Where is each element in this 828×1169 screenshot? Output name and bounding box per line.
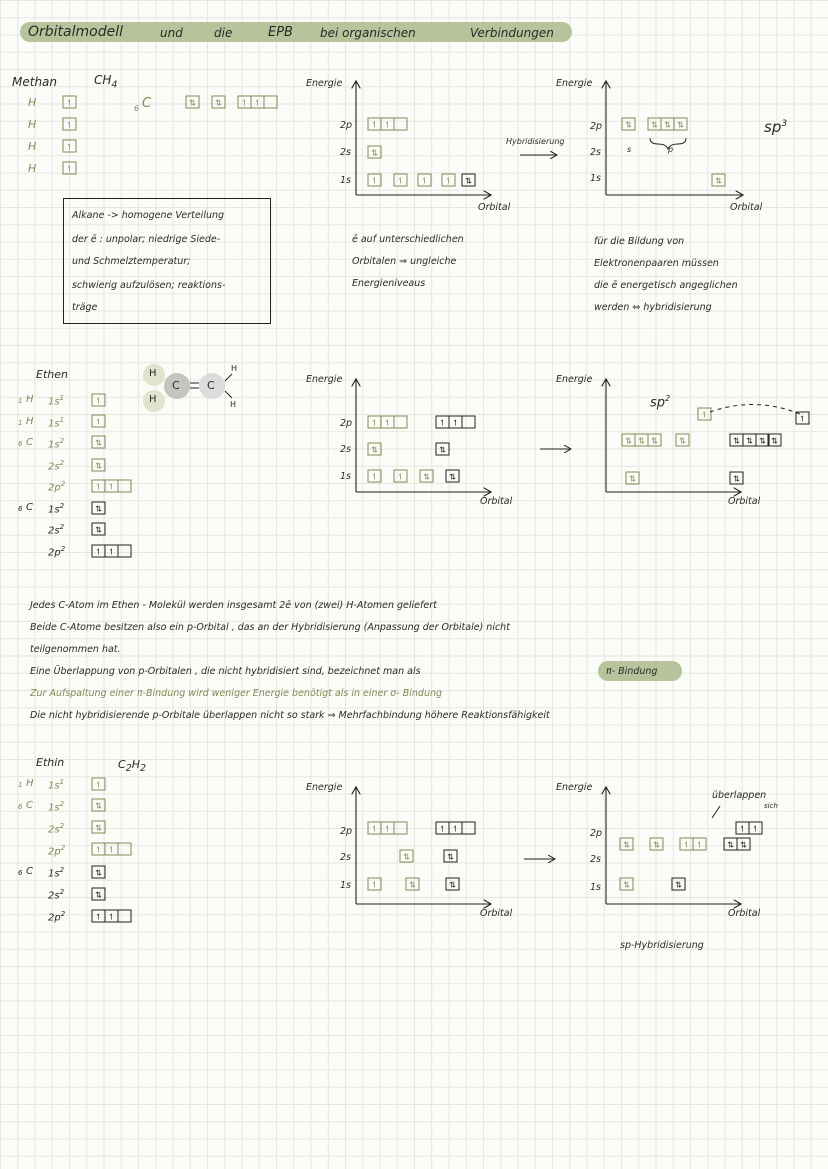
- electron-arrows: ⇅: [771, 436, 778, 446]
- overlap-label: überlappen: [712, 790, 767, 801]
- orbital-box: [264, 96, 277, 108]
- ch-bond-2: [225, 391, 232, 398]
- ethin-label: Ethin: [36, 756, 65, 769]
- d1-caption-1: ē auf unterschiedlichen: [352, 234, 464, 245]
- title-epb: EPB: [268, 25, 293, 40]
- ethen-row-1-element: H: [26, 415, 34, 427]
- electron-arrows: ↿: [66, 142, 73, 152]
- d2-caption-2: Elektronenpaaren müssen: [594, 258, 719, 269]
- ethen-row-0-orbital: $1s^1$: [48, 394, 65, 408]
- note-line-2: der ē : unpolar; niedrige Siede-: [72, 234, 221, 245]
- d2-energie-label: Energie: [556, 78, 593, 89]
- d2-caption-4: werden ⇔ hybridisierung: [594, 302, 712, 313]
- ethen-row-6-orbital: $2s^2$: [48, 523, 65, 537]
- para-line-1: Jedes C-Atom im Ethen - Molekül werden insgesamt 2ē von (zwei) H-Atomen geliefert: [30, 600, 437, 611]
- electron-arrows: ⇅: [95, 438, 102, 448]
- d3-1s: 1s: [340, 471, 351, 482]
- electron-arrows: ↿: [66, 120, 73, 130]
- electron-arrows: ↿: [108, 845, 115, 855]
- d1-1s: 1s: [340, 175, 351, 186]
- electron-arrows: ⇅: [449, 880, 456, 890]
- electron-arrows: ⇅: [651, 120, 658, 130]
- electron-arrows: ↿: [108, 547, 115, 557]
- ethin-row-3-orbital: $2p^2$: [48, 844, 66, 858]
- mol-h1: H: [149, 368, 157, 379]
- orbital-box: [118, 910, 131, 922]
- d4-orbital-label: Orbital: [728, 496, 761, 507]
- mol-h4: H: [230, 400, 237, 409]
- electron-arrows: ⇅: [439, 445, 446, 455]
- electron-arrows: ↿: [799, 414, 806, 424]
- electron-arrows: ↿: [452, 824, 459, 834]
- electron-arrows: ↿: [701, 410, 708, 420]
- para-line-4: Eine Überlappung von p-Orbitalen , die nicht hybridisiert sind, bezeichnet man als: [30, 666, 421, 677]
- electron-arrows: ⇅: [733, 474, 740, 484]
- d2-2s: 2s: [590, 147, 601, 158]
- sp2-dashed-link: [710, 404, 800, 414]
- d5-2s: 2s: [340, 852, 351, 863]
- electron-arrows: ⇅: [371, 445, 378, 455]
- electron-arrows: ⇅: [727, 840, 734, 850]
- electron-arrows: ↿: [95, 396, 102, 406]
- title-bei-organischen: bei organischen: [320, 26, 416, 40]
- d1-energie-label: Energie: [306, 78, 343, 89]
- ch-bond-1: [225, 374, 232, 381]
- electron-arrows: ↿: [95, 417, 102, 427]
- electron-arrows: ⇅: [95, 504, 102, 514]
- electron-arrows: ↿: [371, 120, 378, 130]
- ethen-row-7-orbital: $2p^2$: [48, 544, 66, 558]
- electron-arrows: ⇅: [653, 840, 660, 850]
- d3-2p: 2p: [340, 418, 353, 429]
- d1-2s: 2s: [340, 147, 351, 158]
- para-line-2: Beide C-Atome besitzen also ein p-Orbital , das an der Hybridisierung (Anpassung der Orbitale) nicht: [30, 622, 510, 633]
- pi-bond-text: π- Bindung: [606, 666, 658, 677]
- electron-arrows: ↿: [696, 840, 703, 850]
- electron-arrows: ⇅: [746, 436, 753, 446]
- overlap-sub: sich: [764, 802, 778, 810]
- orbital-box: [394, 822, 407, 834]
- electron-arrows: ⇅: [403, 852, 410, 862]
- title-die: die: [214, 26, 233, 40]
- electron-arrows: ⇅: [95, 868, 102, 878]
- d2-2p: 2p: [590, 121, 603, 132]
- electron-arrows: ↿: [95, 547, 102, 557]
- electron-arrows: ↿: [739, 824, 746, 834]
- electron-arrows: ↿: [439, 824, 446, 834]
- sp3-label: $sp^3$: [764, 118, 788, 136]
- orbital-box: [118, 843, 131, 855]
- title-orbitalmodell: Orbitalmodell: [28, 24, 123, 40]
- electron-arrows: ⇅: [679, 436, 686, 446]
- d5-2p: 2p: [340, 826, 353, 837]
- d6-2s: 2s: [590, 854, 601, 865]
- ethin-row-6-orbital: $2p^2$: [48, 910, 66, 924]
- electron-arrows: ⇅: [625, 436, 632, 446]
- electron-arrows: ↿: [371, 880, 378, 890]
- electron-arrows: ↿: [683, 840, 690, 850]
- orbital-box: [462, 822, 475, 834]
- methan-formula: $CH_4$: [94, 73, 118, 91]
- electron-arrows: ⇅: [664, 120, 671, 130]
- mol-h3: H: [231, 364, 238, 373]
- note-line-1: Alkane -> homogene Verteilung: [72, 210, 225, 221]
- ethin-row-0-element: H: [26, 778, 34, 789]
- ethen-row-2-element: C: [26, 437, 33, 448]
- ethen-row-1-orbital: $1s^1$: [48, 415, 65, 429]
- d1-2p: 2p: [340, 120, 353, 131]
- electron-arrows: ⇅: [675, 880, 682, 890]
- electron-arrows: ⇅: [95, 525, 102, 535]
- d3-2s: 2s: [340, 444, 351, 455]
- electron-arrows: ⇅: [95, 890, 102, 900]
- ethen-row-0-element: H: [26, 394, 34, 405]
- sp-caption: sp-Hybridisierung: [620, 940, 704, 951]
- mol-c1: C: [172, 379, 180, 392]
- orbital-box: [118, 480, 131, 492]
- d6-orbital-label: Orbital: [728, 908, 761, 919]
- d4-energie-label: Energie: [556, 374, 593, 385]
- orbital-box: [394, 118, 407, 130]
- electron-arrows: ⇅: [623, 880, 630, 890]
- ethin-formula: $C_2H_2$: [118, 758, 147, 775]
- sp2-label: $sp^2$: [650, 394, 671, 411]
- electron-arrows: ⇅: [759, 436, 766, 446]
- ethin-row-1-element: C: [26, 800, 33, 811]
- ethen-label: Ethen: [36, 368, 68, 381]
- orbital-box: [118, 545, 131, 557]
- electron-arrows: ↿: [95, 780, 102, 790]
- electron-arrows: ↿: [108, 912, 115, 922]
- electron-arrows: ⇅: [371, 148, 378, 158]
- methan-h4: H: [28, 162, 37, 175]
- d2-orbital-label: Orbital: [730, 202, 763, 213]
- electron-arrows: ↿: [371, 176, 378, 186]
- electron-arrows: ↿: [384, 824, 391, 834]
- note-line-5: träge: [72, 302, 98, 313]
- d6-2p: 2p: [590, 828, 603, 839]
- para-line-5: Zur Aufspaltung einer π-Bindung wird weniger Energie benötigt als in einer σ- Bindung: [30, 688, 443, 699]
- ethen-row-3-orbital: $2s^2$: [48, 458, 65, 472]
- methan-h1: H: [28, 96, 37, 109]
- electron-arrows: ⇅: [215, 98, 222, 108]
- electron-arrows: ↿: [95, 482, 102, 492]
- methan-h2: H: [28, 118, 37, 131]
- d2-caption-3: die ē energetisch angeglichen: [594, 280, 738, 291]
- electron-arrows: ↿: [397, 472, 404, 482]
- methan-h3: H: [28, 140, 37, 153]
- title-und: und: [160, 26, 183, 40]
- ethin-row-4-pre: 6: [18, 869, 23, 877]
- ethin-row-0-orbital: $1s^1$: [48, 778, 65, 792]
- mol-c2: C: [207, 379, 215, 392]
- note-line-4: schwierig aufzulösen; reaktions-: [72, 280, 226, 291]
- electron-arrows: ⇅: [651, 436, 658, 446]
- ethin-row-4-orbital: $1s^2$: [48, 866, 65, 880]
- d2-1s: 1s: [590, 173, 601, 184]
- electron-arrows: ↿: [371, 418, 378, 428]
- electron-arrows: ↿: [445, 176, 452, 186]
- ethen-row-5-orbital: $1s^2$: [48, 501, 65, 515]
- ethen-row-4-orbital: $2p^2$: [48, 480, 66, 494]
- sp3-brace: [650, 138, 686, 149]
- d6-1s: 1s: [590, 882, 601, 893]
- electron-arrows: ↿: [66, 98, 73, 108]
- title-verbindungen: Verbindungen: [470, 26, 554, 40]
- ethin-row-1-pre: 6: [18, 803, 23, 811]
- mol-h2: H: [149, 394, 157, 405]
- d3-orbital-label: Orbital: [480, 496, 513, 507]
- electron-arrows: ↿: [371, 472, 378, 482]
- electron-arrows: ⇅: [465, 176, 472, 186]
- orbital-box: [394, 416, 407, 428]
- methan-c: C: [142, 96, 152, 111]
- electron-arrows: ↿: [254, 98, 261, 108]
- electron-arrows: ⇅: [715, 176, 722, 186]
- d5-energie-label: Energie: [306, 782, 343, 793]
- electron-arrows: ⇅: [95, 461, 102, 471]
- electron-arrows: ⇅: [409, 880, 416, 890]
- overlap-pointer: [712, 806, 720, 818]
- electron-arrows: ↿: [66, 164, 73, 174]
- electron-arrows: ⇅: [733, 436, 740, 446]
- ethin-row-1-orbital: $1s^2$: [48, 800, 65, 814]
- electron-arrows: ↿: [452, 418, 459, 428]
- electron-arrows: ↿: [108, 482, 115, 492]
- orbital-box: [462, 416, 475, 428]
- electron-arrows: ↿: [397, 176, 404, 186]
- ethen-row-2-orbital: $1s^2$: [48, 437, 65, 451]
- d1-caption-2: Orbitalen ⇒ ungleiche: [352, 256, 457, 267]
- electron-arrows: ↿: [384, 120, 391, 130]
- para-line-6: Die nicht hybridisierende p-Orbitale überlappen nicht so stark ⇒ Mehrfachbindung höhere Reaktionsfähigkeit: [30, 710, 550, 721]
- ethen-row-2-pre: 6: [18, 440, 23, 448]
- electron-arrows: ↿: [371, 824, 378, 834]
- d1-caption-3: Energieniveaus: [352, 278, 426, 289]
- ethin-row-2-orbital: $2s^2$: [48, 822, 65, 836]
- electron-arrows: ↿: [384, 418, 391, 428]
- electron-arrows: ⇅: [447, 852, 454, 862]
- electron-arrows: ↿: [241, 98, 248, 108]
- ethen-row-5-pre: 6: [18, 504, 23, 513]
- d2-p-label: p: [668, 145, 674, 154]
- electron-arrows: ⇅: [95, 801, 102, 811]
- ethin-row-4-element: C: [26, 866, 33, 877]
- electron-arrows: ↿: [752, 824, 759, 834]
- hybridisierung-label: Hybridisierung: [506, 137, 565, 146]
- electron-arrows: ⇅: [638, 436, 645, 446]
- electron-arrows: ⇅: [623, 840, 630, 850]
- electron-arrows: ⇅: [95, 823, 102, 833]
- para-line-3: teilgenommen hat.: [30, 644, 121, 655]
- electron-arrows: ↿: [95, 845, 102, 855]
- electron-arrows: ⇅: [740, 840, 747, 850]
- ethen-row-5-element: C: [26, 501, 33, 513]
- note-line-3: und Schmelztemperatur;: [72, 256, 191, 267]
- electron-arrows: ⇅: [625, 120, 632, 130]
- electron-arrows: ⇅: [423, 472, 430, 482]
- electron-arrows: ↿: [439, 418, 446, 428]
- electron-arrows: ↿: [95, 912, 102, 922]
- ethin-row-0-pre: 1: [18, 781, 23, 789]
- electron-arrows: ⇅: [189, 98, 196, 108]
- electron-arrows: ⇅: [629, 474, 636, 484]
- ethen-row-0-pre: 1: [18, 397, 23, 405]
- electron-arrows: ⇅: [677, 120, 684, 130]
- d2-s-label: s: [627, 145, 632, 154]
- electron-arrows: ↿: [421, 176, 428, 186]
- electron-arrows: ⇅: [449, 472, 456, 482]
- methan-label: Methan: [12, 75, 58, 89]
- d1-orbital-label: Orbital: [478, 202, 511, 213]
- d5-1s: 1s: [340, 880, 351, 891]
- d5-orbital-label: Orbital: [480, 908, 513, 919]
- d3-energie-label: Energie: [306, 374, 343, 385]
- ethen-row-1-pre: 1: [18, 418, 23, 427]
- methan-c-pre: 6: [134, 104, 140, 113]
- d6-energie-label: Energie: [556, 782, 593, 793]
- ethin-row-5-orbital: $2s^2$: [48, 888, 65, 902]
- d2-caption-1: für die Bildung von: [594, 236, 685, 247]
